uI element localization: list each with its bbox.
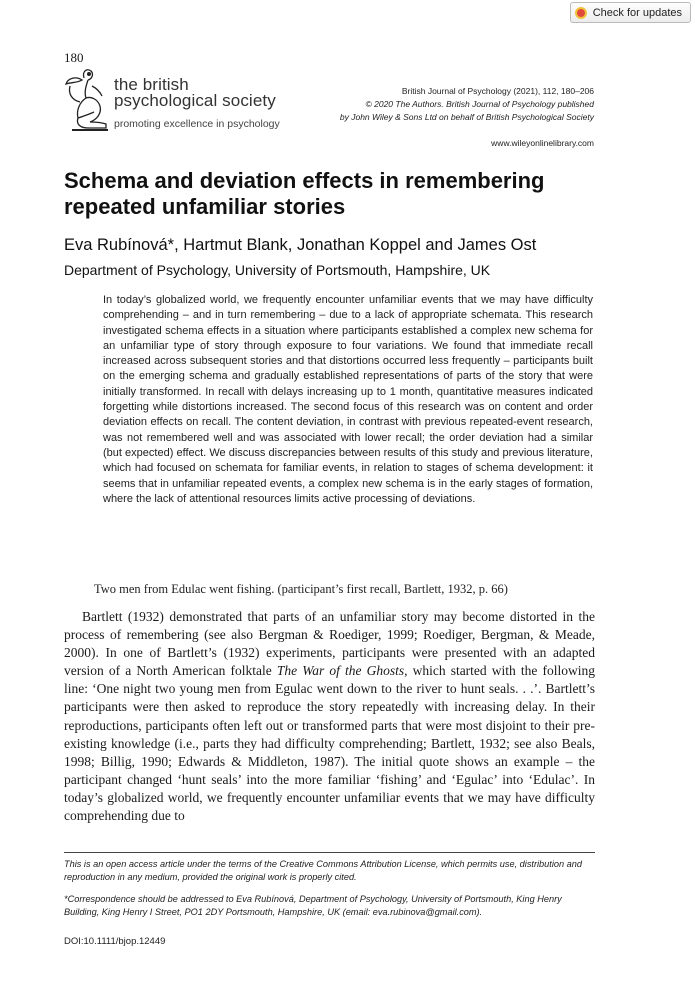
society-name-line2: psychological society bbox=[114, 91, 276, 110]
correspondence-footnote: *Correspondence should be addressed to Eva Rubínová, Department of Psychology, University of Portsmouth, King Henry Building, King Henry I Street, PO1 2DY Portsmouth, Hampshire, UK (email: eva.rubinova@gmail.com). bbox=[64, 894, 562, 917]
folktale-title: The War of the Ghosts bbox=[276, 663, 405, 679]
website-link[interactable]: www.wileyonlinelibrary.com bbox=[491, 138, 594, 148]
body-paragraph bbox=[64, 608, 595, 825]
license-footnote: This is an open access article under the terms of the Creative Commons Attribution License, which permits use, distribution and reproduction in any medium, provided the original work is properly cited. bbox=[64, 859, 582, 882]
bps-logo-icon bbox=[62, 66, 120, 136]
body-text-part1: Bartlett (1932) demonstrated that parts of an unfamiliar story may become distorted in the process of remembering (see also Bergman & Roediger, 1999; Roediger, Bergman, & Meade, 2000). In one of Bartlett’s (1932) experiments, participants were presented with an adapted version of a North American folktale bbox=[64, 609, 595, 679]
update-icon bbox=[575, 7, 587, 19]
society-name-line1: the british bbox=[114, 75, 189, 94]
copyright-line: © 2020 The Authors. British Journal of Psychology published bbox=[365, 99, 594, 109]
page-number: 180 bbox=[64, 50, 84, 65]
society-name bbox=[114, 77, 276, 109]
journal-citation: British Journal of Psychology (2021), 112, 180–206 bbox=[401, 86, 594, 96]
affiliation: Department of Psychology, University of Portsmouth, Hampshire, UK bbox=[64, 262, 491, 278]
check-for-updates-button[interactable] bbox=[570, 2, 691, 23]
epigraph-quote: Two men from Edulac went fishing. (participant’s first recall, Bartlett, 1932, p. 66) bbox=[94, 582, 508, 596]
body-text-part2: , which started with the following line: ‘One night two young men from Egulac went down to the river to hunt seals. . .’. Bartlett’s participants were then asked to reproduce the story repeatedly with increasing delay. In their reproductions, participants often left out or transformed parts that were most disjoint to their pre-existing knowledge (i.e., parts they had difficulty comprehending; Bartlett, 1932; see also Beals, 1998; Billig, 1990; Edwards & Middleton, 1987). The initial quote shows an example – the participant changed ‘hunt seals’ into the more familiar ‘fishing’ and ‘Egulac’ into ‘Edulac’. In today’s globalized world, we frequently encounter unfamiliar events that we may have difficulty comprehending due to bbox=[64, 663, 596, 824]
doi-link[interactable]: DOI:10.1111/bjop.12449 bbox=[64, 936, 166, 947]
journal-info bbox=[340, 85, 594, 124]
check-for-updates-label: Check for updates bbox=[592, 6, 682, 19]
author-list: Eva Rubínová*, Hartmut Blank, Jonathan Koppel and James Ost bbox=[64, 236, 537, 254]
publisher-line: by John Wiley & Sons Ltd on behalf of British Psychological Society bbox=[339, 112, 594, 122]
society-tagline: promoting excellence in psychology bbox=[114, 118, 280, 130]
footnote-divider bbox=[64, 852, 595, 853]
article-title: Schema and deviation effects in remembering repeated unfamiliar stories bbox=[64, 168, 545, 219]
abstract: In today’s globalized world, we frequently encounter unfamiliar events that we may have difficulty comprehending – and in turn remembering – due to a lack of appropriate schemata. This research investigated schema effects in a situation where participants established a complex new schema for an unfamiliar type of story through exposure to four variations. We found that immediate recall increased across subsequent stories and that distortions occurred less frequently – participants built on the emerging schema and gradually established representations of parts of the story that were initially transformed. In recall with delays increasing up to 1 month, quantitative measures indicated forgetting while distortions increased. The second focus of this research was on content and order deviation effects on recall. The content deviation, in contrast with previous repeated-event research, was not remembered well and was associated with lower recall; the order deviation had a similar (but expected) effect. We discuss discrepancies between results of this study and previous literature, which had focused on schemata for familiar events, in relation to stages of schema development: it seems that in unfamiliar repeated events, a complex new schema is in the early stages of formation, where the lack of attentional resources limits active processing of deviations. bbox=[103, 294, 593, 505]
body-text bbox=[64, 608, 595, 825]
